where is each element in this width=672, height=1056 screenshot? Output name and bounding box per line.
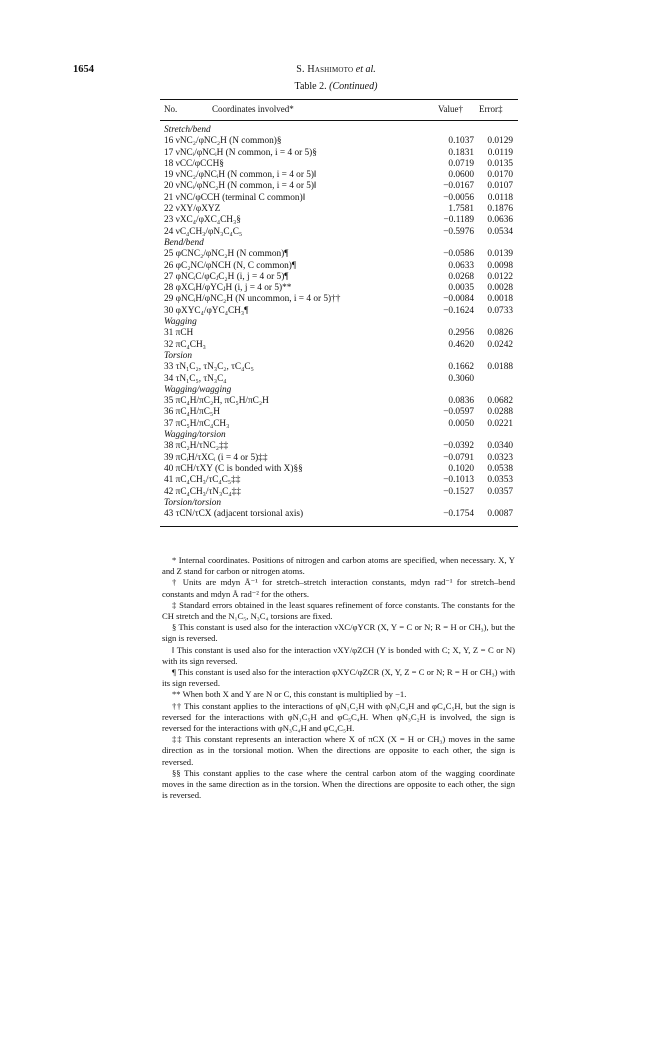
- footnote: ¶ This constant is used also for the interaction φXYC/φZCR (X, Y, Z = C or N; R = H or CH₃) with its sign reversed.: [162, 667, 515, 689]
- section-title: Torsion: [164, 350, 193, 361]
- table-row: [160, 159, 518, 170]
- section-title: Wagging: [164, 317, 197, 328]
- row-value: 0.0719: [448, 158, 474, 169]
- table-row: [160, 193, 518, 204]
- force-constant-table: [160, 99, 518, 527]
- row-value: −0.0586: [443, 249, 474, 260]
- row-error: 0.1876: [487, 204, 513, 215]
- row-coordinates: 39 πCᵢH/τXCᵢ (i = 4 or 5)‡‡: [164, 452, 268, 463]
- table-row: [160, 374, 518, 385]
- row-value: 1.7581: [448, 204, 474, 215]
- row-value: 0.1037: [448, 136, 474, 147]
- header-coordinates: Coordinates involved*: [212, 104, 294, 114]
- row-value: 0.1831: [448, 147, 474, 158]
- table-row: [160, 227, 518, 238]
- table-row: [160, 148, 518, 159]
- row-coordinates: 38 πC₂H/τNC₂‡‡: [164, 441, 229, 452]
- row-coordinates: 41 πC₄CH₃/τC₄C₅‡‡: [164, 475, 241, 486]
- row-coordinates: 33 τN₁C₂, τN₃C₂, τC₄C₅: [164, 362, 254, 373]
- table-row: [160, 340, 518, 351]
- running-head-author: S. Hashimoto: [296, 64, 354, 75]
- table-caption-continued: (Continued): [329, 81, 378, 92]
- row-value: −0.0791: [443, 452, 474, 463]
- row-coordinates: 27 φNCᵢC/φCⱼC₂H (i, j = 4 or 5)¶: [164, 271, 289, 282]
- row-coordinates: 30 φXYC₄/φYC₄CH₃¶: [164, 305, 249, 316]
- row-coordinates: 18 νCC/φCCH§: [164, 158, 224, 169]
- table-row: [160, 407, 518, 418]
- table-row: [160, 294, 518, 305]
- page-number: 1654: [73, 64, 94, 75]
- table-row: [160, 464, 518, 475]
- table-row: [160, 215, 518, 226]
- row-value: 0.3060: [448, 373, 474, 384]
- running-head-etal: et al.: [355, 64, 376, 75]
- row-error: 0.0135: [487, 158, 513, 169]
- table-row: [160, 170, 518, 181]
- table-row: [160, 181, 518, 192]
- row-error: 0.0323: [487, 452, 513, 463]
- table-body: [160, 121, 518, 520]
- row-value: −0.0056: [443, 192, 474, 203]
- header-error: Error‡: [479, 104, 503, 114]
- row-value: 0.0836: [448, 396, 474, 407]
- row-coordinates: 35 πC₄H/πC₂H, πC₅H/πC₂H: [164, 396, 269, 407]
- row-error: 0.0129: [487, 136, 513, 147]
- row-error: 0.0170: [487, 170, 513, 181]
- table-row: [160, 261, 518, 272]
- row-coordinates: 28 φXCᵢH/φYCⱼH (i, j = 4 or 5)**: [164, 283, 292, 294]
- row-value: −0.0597: [443, 407, 474, 418]
- row-value: −0.1624: [443, 305, 474, 316]
- table-row: [160, 272, 518, 283]
- header-no: No.: [164, 104, 178, 114]
- footnote: ‡ Standard errors obtained in the least squares refinement of force constants. The constants for the CH stretch and the N₁C₅, N₃C₄ torsions are fixed.: [162, 599, 515, 622]
- row-error: 0.0028: [487, 283, 513, 294]
- table-bottom-rule: [160, 526, 518, 527]
- row-error: 0.0357: [487, 486, 513, 497]
- row-value: −0.1527: [443, 486, 474, 497]
- row-coordinates: 23 νXC₄/φXC₄CH₃§: [164, 215, 241, 226]
- section-title: Wagging/wagging: [164, 384, 232, 395]
- row-value: 0.0268: [448, 271, 474, 282]
- row-error: 0.0826: [487, 328, 513, 339]
- row-value: −0.1189: [443, 215, 474, 226]
- row-coordinates: 32 πC₄CH₃: [164, 339, 206, 350]
- row-error: 0.0733: [487, 305, 513, 316]
- row-error: 0.0636: [487, 215, 513, 226]
- row-error: 0.0087: [487, 509, 513, 520]
- row-error: 0.0188: [487, 362, 513, 373]
- row-value: 0.2956: [448, 328, 474, 339]
- table-row: [160, 419, 518, 430]
- footnote: §§ This constant applies to the case where the central carbon atom of the wagging coordinate moves in the same direction as in the torsion. When the directions are opposite to each other, the sign is reversed.: [162, 767, 515, 801]
- section-title: Wagging/torsion: [164, 430, 226, 441]
- footnote: ‖ This constant is used also for the interaction νXY/φZCH (Y is bonded with C; X, Y, Z = C or N) with its sign reversed.: [162, 644, 515, 666]
- section-title: Bend/bend: [164, 237, 204, 248]
- row-error: 0.0538: [487, 463, 513, 474]
- row-value: 0.1662: [448, 362, 474, 373]
- table-row: [160, 283, 518, 294]
- row-coordinates: 21 νNC/φCCH (terminal C common)‖: [164, 192, 306, 203]
- footnote: † Units are mdyn Å⁻¹ for stretch–stretch interaction constants, mdyn rad⁻¹ for stretch–bend constants and mdyn Å rad⁻² for the others.: [162, 577, 515, 599]
- table-header-row: [160, 100, 518, 120]
- table-row: [160, 204, 518, 215]
- row-coordinates: 37 πC₅H/πC₄CH₃: [164, 418, 230, 429]
- table-row: [160, 328, 518, 339]
- row-coordinates: 19 νNC₂/φNCᵢH (N common, i = 4 or 5)‖: [164, 170, 317, 181]
- table-row: [160, 249, 518, 260]
- section-title: Stretch/bend: [164, 125, 211, 135]
- row-error: 0.0353: [487, 475, 513, 486]
- footnote: § This constant is used also for the interaction νXC/φYCR (X, Y = C or N; R = H or CH₃), but the sign is reversed.: [162, 622, 515, 644]
- row-coordinates: 34 τN₁C₅, τN₃C₄: [164, 373, 227, 384]
- running-head: [0, 64, 672, 75]
- row-value: −0.0392: [443, 441, 474, 452]
- row-value: 0.0035: [448, 283, 474, 294]
- row-error: 0.0682: [487, 396, 513, 407]
- row-value: 0.1020: [448, 463, 474, 474]
- section-title: Torsion/torsion: [164, 497, 222, 508]
- table-row: [160, 475, 518, 486]
- row-error: 0.0221: [487, 418, 513, 429]
- row-coordinates: 26 φC₂NC/φNCH (N, C common)¶: [164, 260, 297, 271]
- row-coordinates: 36 πC₄H/πC₅H: [164, 407, 220, 418]
- table-row: [160, 441, 518, 452]
- row-coordinates: 31 πCH: [164, 328, 194, 339]
- footnote: †† This constant applies to the interactions of φN₁C₂H with φN₃C₄H and φC₄C₅H, but the sign is reversed for the interactions with φN₁C₅H and φC₅C₄H. When φN₃C₂H is involved, the sign is reversed for the interactions with φN₃C₄H and φC₄C₅H.: [162, 700, 515, 734]
- row-coordinates: 22 νXY/φXYZ: [164, 204, 221, 215]
- row-error: 0.0098: [487, 260, 513, 271]
- row-error: 0.0118: [487, 192, 513, 203]
- row-error: 0.0242: [487, 339, 513, 350]
- row-value: 0.0050: [448, 418, 474, 429]
- table-row: [160, 509, 518, 520]
- footnote: * Internal coordinates. Positions of nitrogen and carbon atoms are specified, when necessary. X, Y and Z stand for carbon or nitrogen atoms.: [162, 555, 515, 577]
- table-row: [160, 136, 518, 147]
- row-value: 0.0633: [448, 260, 474, 271]
- table-row: [160, 362, 518, 373]
- row-value: −0.5976: [443, 226, 474, 237]
- row-coordinates: 29 φNCᵢH/φNC₂H (N uncommon, i = 4 or 5)††: [164, 294, 341, 305]
- row-error: 0.0340: [487, 441, 513, 452]
- header-value: Value†: [438, 104, 463, 114]
- row-error: 0.0107: [487, 181, 513, 192]
- row-value: −0.1013: [443, 475, 474, 486]
- row-coordinates: 16 νNC₂/φNC₂H (N common)§: [164, 136, 282, 147]
- row-error: 0.0534: [487, 226, 513, 237]
- row-coordinates: 40 πCH/τXY (C is bonded with X)§§: [164, 463, 303, 474]
- table-row: [160, 453, 518, 464]
- row-coordinates: 43 τCN/τCX (adjacent torsional axis): [164, 509, 304, 520]
- row-coordinates: 42 πC₄CH₃/τN₃C₄‡‡: [164, 486, 241, 497]
- row-value: −0.0084: [443, 294, 474, 305]
- row-value: 0.0600: [448, 170, 474, 181]
- row-error: 0.0018: [487, 294, 513, 305]
- table-footnotes: [162, 555, 515, 801]
- row-error: 0.0139: [487, 249, 513, 260]
- table-caption-prefix: Table 2.: [294, 81, 327, 92]
- row-error: 0.0288: [487, 407, 513, 418]
- row-value: −0.1754: [443, 509, 474, 520]
- footnote: ** When both X and Y are N or C, this constant is multiplied by −1.: [172, 689, 407, 700]
- row-coordinates: 25 φCNC₂/φNC₂H (N common)¶: [164, 249, 289, 260]
- row-coordinates: 24 νC₄CH₃/φN₃C₄C₅: [164, 226, 243, 237]
- row-value: 0.4620: [448, 339, 474, 350]
- table-row: [160, 306, 518, 317]
- row-coordinates: 17 νNCᵢ/φNCᵢH (N common, i = 4 or 5)§: [164, 147, 317, 158]
- row-error: 0.0119: [487, 147, 513, 158]
- table-row: [160, 487, 518, 498]
- row-error: 0.0122: [487, 271, 513, 282]
- footnote: ‡‡ This constant represents an interaction where X of πCX (X = H or CH₃) moves in the same direction as in the torsional motion. When the directions are opposite to each other, the sign is reversed.: [162, 734, 515, 767]
- table-caption: [0, 81, 672, 92]
- table-row: [160, 396, 518, 407]
- row-coordinates: 20 νNCᵢ/φNC₂H (N common, i = 4 or 5)‖: [164, 181, 317, 192]
- row-value: −0.0167: [443, 181, 474, 192]
